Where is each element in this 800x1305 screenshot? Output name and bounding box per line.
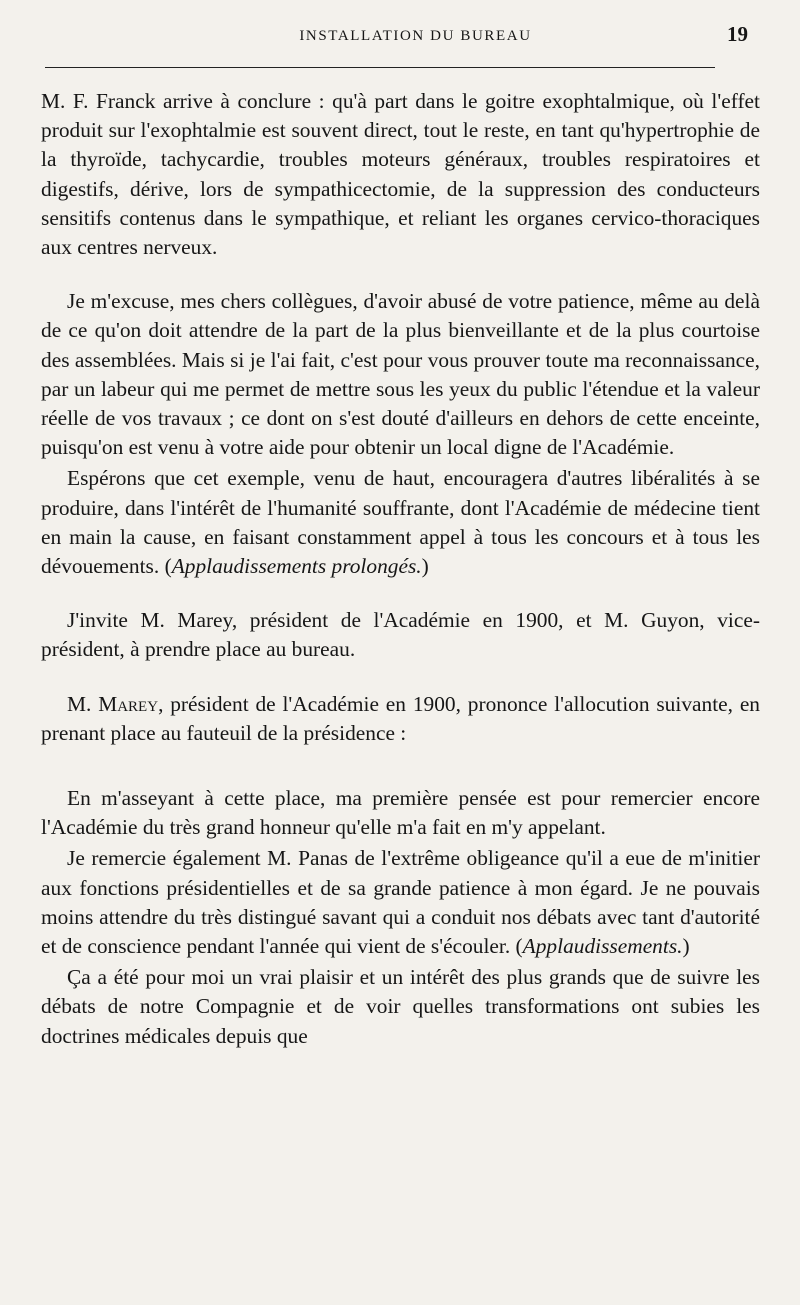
- running-head: [41, 0, 760, 64]
- paragraph-thanks-academy: En m'asseyant à cette place, ma première pensée est pour remercier encore l'Académie du très grand honneur qu'elle m'a fait en m'y appelant.: [41, 786, 760, 840]
- hope-text: Espérons que cet exemple, venu de haut, encouragera d'autres libéralités à se produire, dans l'intérêt de l'humanité souffrante, dont l'Académie de médecine tient en main la cause, en faisant constamment appel à tous les concours et à tous les dévouements.: [41, 466, 760, 579]
- applause: Applaudissements.: [522, 934, 683, 959]
- marey-intro-text: , président de l'Académie en 1900, prononce l'allocution suivante, en prenant place au fauteuil de la présidence :: [41, 691, 761, 745]
- marey-name: Marey: [98, 691, 159, 716]
- paragraph-marey-intro: [41, 690, 760, 748]
- paragraph-apology: Je m'excuse, mes chers collègues, d'avoir abusé de votre patience, même au delà de ce qu'on doit attendre de la part de la plus bienveillante et de la plus courtoise des assemblées. Mais si je l'ai fait, c'est pour vous prouver toute ma reconnaissance, par un labeur qui me permet de mettre sous les yeux du public l'étendue et la valeur réelle de vos travaux ; ce dont on s'est douté d'ailleurs en dehors de cette enceinte, puisqu'on est venu à votre aide pour obtenir un local digne de l'Académie.: [41, 289, 760, 460]
- applause-prolonged: Applaudissements prolongés.: [171, 554, 422, 579]
- running-title: INSTALLATION DU BUREAU: [299, 28, 532, 44]
- header-rule: [45, 67, 715, 68]
- paragraph-invitation: J'invite M. Marey, président de l'Académie en 1900, et M. Guyon, vice-président, à prendre place au bureau.: [41, 608, 760, 662]
- paragraph-hope: Espérons que cet exemple, venu de haut, encouragera d'autres libéralités à se produire, dans l'intérêt de l'humanité souffrante, dont l'Académie de médecine tient en main la cause, en faisant constamment appel à tous les concours et à tous les dévouements. (Applaudissements prolongés.): [41, 466, 760, 579]
- paragraph-franck-conclusion: M. F. Franck arrive à conclure : qu'à part dans le goitre exophtalmique, où l'effet produit sur l'exophtalmie est souvent direct, tout le reste, en tant qu'hypertrophie de la thyroïde, tachycardie, troubles moteurs généraux, troubles respiratoires et digestifs, dérive, lors de sympathicectomie, de la suppression des conducteurs sensitifs contenus dans le sympathique, et reliant les organes cervico-thoraciques aux centres nerveux.: [41, 89, 760, 260]
- body-text: [41, 64, 760, 1051]
- paragraph-thanks-panas: Je remercie également M. Panas de l'extrême obligeance qu'il a eue de m'initier aux fonctions présidentielles et de sa grande patience à mon égard. Je ne pouvais moins attendre du très distingué savant qui a conduit nos débats avec tant d'autorité et de conscience pendant l'année qui vient de s'écouler. (Applaudissements.): [41, 846, 760, 959]
- page-number: 19: [727, 22, 748, 46]
- thanks-panas-text: Je remercie également M. Panas de l'extrême obligeance qu'il a eue de m'initier aux fonctions présidentielles et de sa grande patience à mon égard. Je ne pouvais moins attendre du très distingué savant qui a conduit nos débats avec tant d'autorité et de conscience pendant l'année qui vient de s'écouler.: [41, 846, 760, 959]
- paragraph-pleasure: Ça a été pour moi un vrai plaisir et un intérêt des plus grands que de suivre les débats de notre Compagnie et de voir quelles transformations ont subies les doctrines médicales depuis que: [41, 965, 760, 1048]
- marey-prefix: M.: [67, 691, 99, 716]
